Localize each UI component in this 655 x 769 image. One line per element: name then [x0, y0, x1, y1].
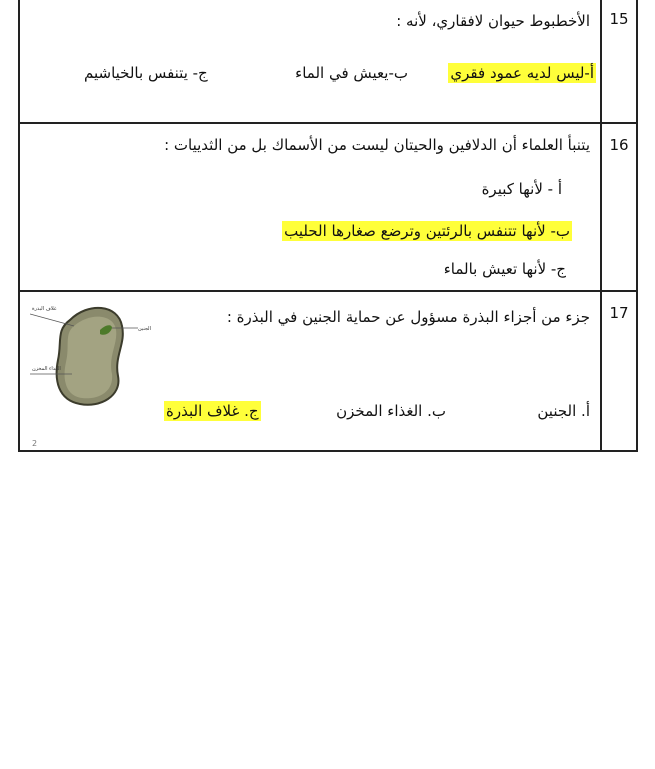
answer-option-a [448, 64, 596, 82]
question-number-cell [600, 0, 636, 122]
answer-option-c: ج- يتنفس بالخياشيم [84, 64, 208, 82]
diagram-label-stored-food: الغذاء المخزن [32, 366, 61, 372]
question-number-cell [600, 124, 636, 290]
answer-option-b: ب. الغذاء المخزن [336, 402, 446, 420]
diagram-label-seed-coat: غلاف البذرة [32, 306, 57, 312]
answer-option-a: أ. الجنين [537, 402, 590, 420]
question-number: 15 [609, 10, 629, 28]
question-number: 17 [609, 304, 629, 322]
question-sheet [18, 0, 638, 452]
question-row-16 [20, 124, 636, 292]
question-text: جزء من أجزاء البذرة مسؤول عن حماية الجنين في البذرة : [226, 308, 590, 326]
question-row-17 [20, 292, 636, 450]
seed-diagram [30, 300, 160, 410]
highlighted-answer: ج. غلاف البذرة [166, 402, 259, 420]
highlighted-answer: أ-ليس لديه عمود فقري [450, 64, 594, 82]
question-text: يتنبأ العلماء أن الدلافين والحيتان ليست من الأسماك بل من الثدييات : [164, 136, 590, 154]
question-number-cell [600, 292, 636, 450]
answer-option-b: ب-يعيش في الماء [295, 64, 408, 82]
leader-line [30, 314, 74, 326]
page-number: 2 [32, 439, 38, 448]
question-text: الأخطبوط حيوان لافقاري، لأنه : [396, 12, 590, 30]
answer-option-c: ج- لأنها تعيش بالماء [443, 260, 566, 278]
answer-option-a: أ - لأنها كبيرة [481, 180, 562, 198]
question-number: 16 [609, 136, 629, 154]
answer-option-b [282, 222, 572, 240]
diagram-label-embryo: الجنين [138, 326, 151, 332]
answer-option-c [164, 402, 261, 420]
highlighted-answer: ب- لأنها تتنفس بالرئتين وترضع صغارها الحليب [284, 222, 570, 240]
question-row-15 [20, 0, 636, 124]
